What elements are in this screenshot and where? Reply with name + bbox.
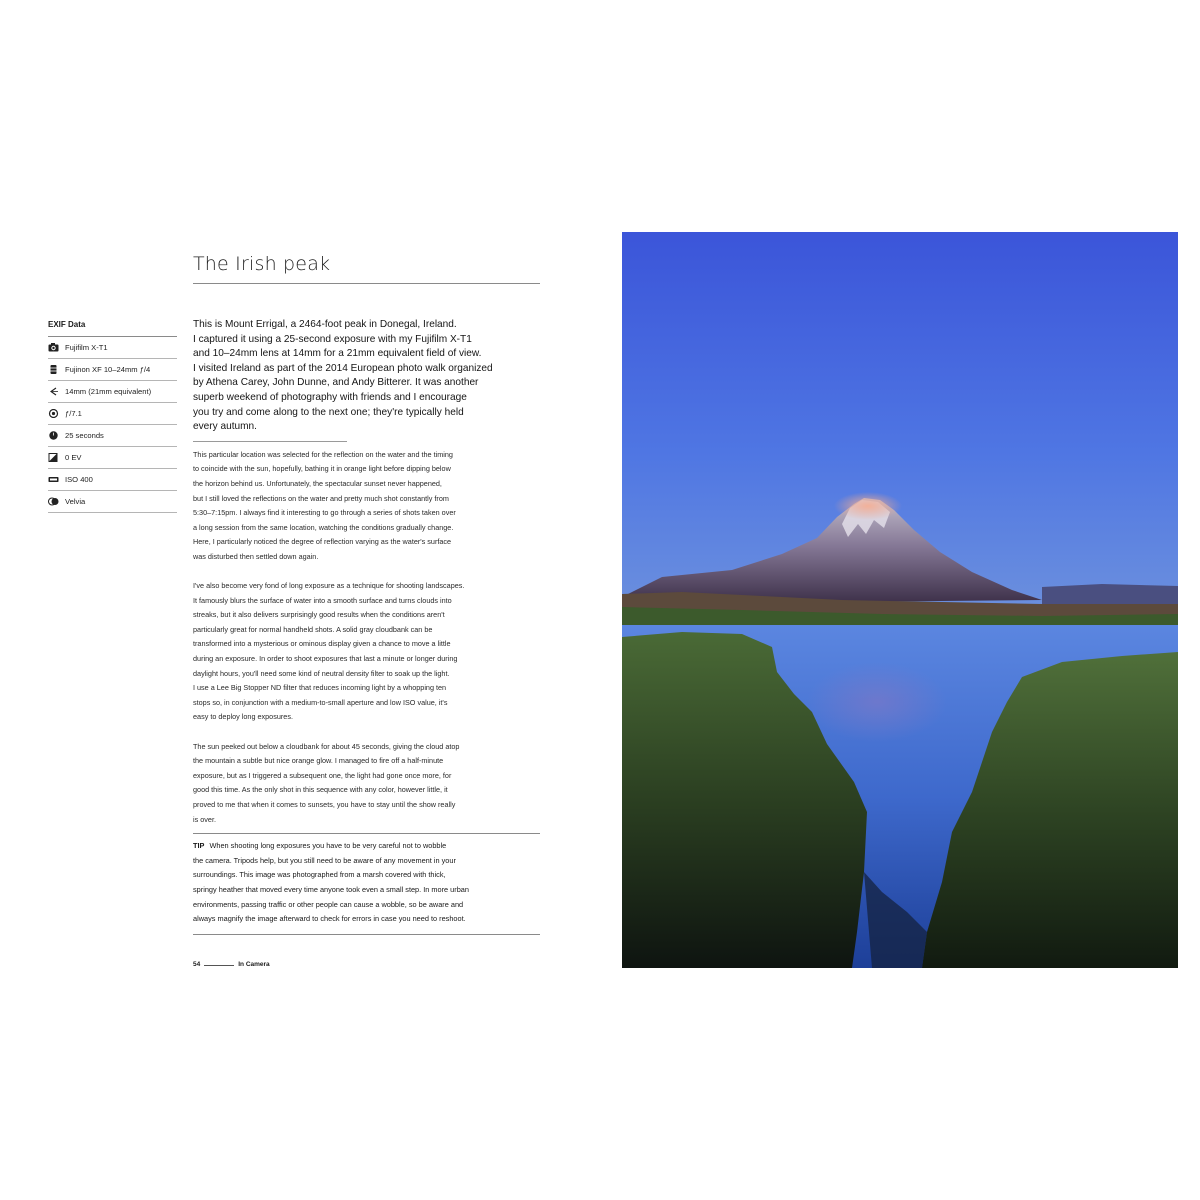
- tip-text-block: [193, 839, 540, 927]
- exif-iso-label: ISO 400: [65, 475, 93, 484]
- intro-paragraph: This is Mount Errigal, a 2464-foot peak in Donegal, Ireland. I captured it using a 25-second exposure with my Fujifilm X-T1 and 10–24mm lens at 14mm for a 21mm equivalent field of view. I visited Ireland as part of the 2014 European photo walk organized by Athena Carey, John Dunne, and Andy Bitterer. It was another superb weekend of photography with friends and I encourage you try and come along to the next one; they're typically held every autumn.: [193, 319, 493, 433]
- exif-shutter-speed: [48, 425, 177, 447]
- tip-label: TIP: [193, 841, 205, 851]
- exif-shutter-speed-label: 25 seconds: [65, 431, 104, 440]
- distant-hills: [1042, 584, 1178, 604]
- focal-length-icon: [48, 387, 59, 396]
- exif-focal-length-label: 14mm (21mm equivalent): [65, 387, 152, 396]
- article-body: [193, 318, 540, 935]
- exif-lens: [48, 359, 177, 381]
- exif-camera-label: Fujifilm X-T1: [65, 343, 108, 352]
- page-title: The Irish peak: [193, 253, 331, 275]
- folio-rule: [204, 965, 234, 966]
- body-paragraph-3: The sun peeked out below a cloudbank for about 45 seconds, giving the cloud atop the mountain a subtle but nice orange glow. I managed to fire off a half-minute exposure, but as I triggered a subsequent one, the light had gone once more, for good this time. As the only shot in this sequence with any color, however little, it proved to me that when it comes to sunsets, you have to stay until the show really is over.: [193, 741, 460, 824]
- exif-exposure-compensation: [48, 447, 177, 469]
- exif-exposure-compensation-label: 0 EV: [65, 453, 82, 462]
- mountain-reflection: [807, 662, 947, 742]
- exif-aperture: [48, 403, 177, 425]
- exif-iso: [48, 469, 177, 491]
- page-number: 54: [193, 961, 201, 968]
- exif-camera: [48, 337, 177, 359]
- shutter-speed-icon: [48, 431, 59, 440]
- exif-focal-length: [48, 381, 177, 403]
- lens-icon: [48, 365, 59, 374]
- exif-film-simulation-label: Velvia: [65, 497, 86, 506]
- exif-film-simulation: [48, 491, 177, 513]
- exif-lens-label: Fujinon XF 10–24mm ƒ/4: [65, 365, 151, 374]
- body-paragraph-2: I've also become very fond of long exposure as a technique for shooting landscapes. It famously blurs the surface of water into a smooth surface and turns clouds into streaks, but it also delivers surprisingly good results when the conditions aren't particularly great for normal handheld shots. A solid gray cloudbank can be transformed into a mysterious or ominous display given a chance to move a little during an exposure. In order to shoot exposures that last a minute or longer during daylight hours, you'll need some kind of neutral density filter to soak up the light. I use a Lee Big Stopper ND filter that reduces incoming light by a whopping ten stops so, in conjunction with a medium-to-small aperture and low ISO value, it's easy to deploy long exposures.: [193, 581, 465, 722]
- exif-aperture-label: ƒ/7.1: [65, 409, 82, 418]
- tip-text: When shooting long exposures you have to be very careful not to wobble the camera. Tripods help, but you still need to be aware of any movement in your surroundings. This image was photographed from a marsh covered with thick, springy heather that moved every time anyone took even a small step. In more urban environments, passing traffic or other people can cause a wobble, so be aware and always magnify the image afterward to check for errors in case you need to reshoot.: [193, 841, 469, 924]
- camera-icon: [48, 343, 59, 352]
- page-folio: [193, 961, 270, 968]
- section-name: In Camera: [238, 961, 270, 968]
- intro-divider: [193, 441, 347, 442]
- exposure-compensation-icon: [48, 453, 59, 462]
- body-paragraph-1: This particular location was selected for the reflection on the water and the timing to coincide with the sun, hopefully, bathing it in orange light before dipping below the horizon behind us. Unfortunately, the spectacular sunset never happened, but I still loved the reflections on the water and pretty much shot constantly from 5:30–7:15pm. I always find it interesting to go through a series of shots taken over a long session from the same location, watching the conditions gradually change. Here, I particularly noticed the degree of reflection varying as the water's surface was disturbed then settled down again.: [193, 449, 456, 561]
- aperture-icon: [48, 409, 59, 418]
- landscape-photo: [622, 232, 1178, 968]
- glow-cloud: [834, 492, 902, 520]
- iso-icon: [48, 475, 59, 484]
- exif-heading: EXIF Data: [48, 318, 177, 337]
- mount-errigal-photo: [622, 232, 1178, 968]
- tip-box: [193, 833, 540, 935]
- exif-panel: [48, 318, 177, 513]
- title-divider: [193, 283, 540, 284]
- film-simulation-icon: [48, 497, 59, 506]
